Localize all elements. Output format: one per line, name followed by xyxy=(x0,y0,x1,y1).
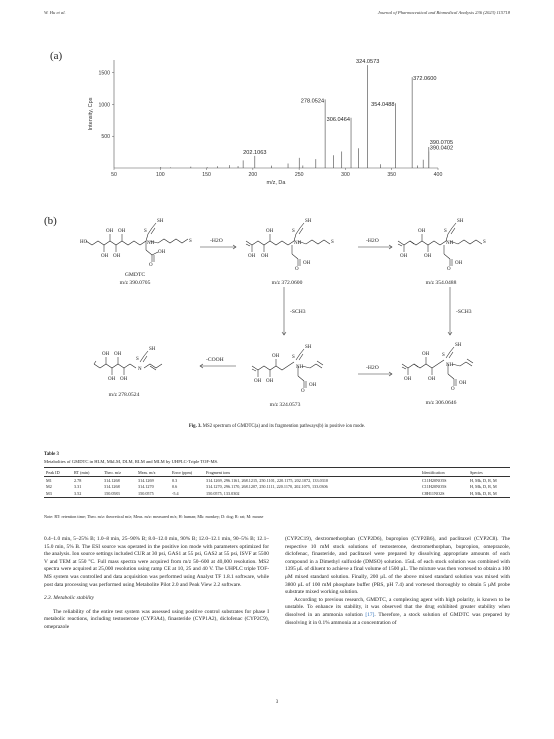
peak-label: 354.0488 xyxy=(371,102,395,109)
reagent-4: -SCH3 xyxy=(456,309,472,315)
panel-b-label: (b) xyxy=(44,215,57,227)
col-error: Error (ppm) xyxy=(170,468,204,477)
peak-label: 390.0402 xyxy=(429,145,454,152)
svg-text:NH: NH xyxy=(296,365,304,370)
metabolites-table xyxy=(44,467,510,498)
svg-text:OH: OH xyxy=(424,254,432,259)
paragraph: The reliability of the entire test system was assessed using positive control substrates for phase I metabolic reactions, including testosterone (CYP3A4), finasteride (CYP1A2), diclofenac (CYP2C9), omeprazole xyxy=(44,608,269,630)
table-row: M1 2.78 314.1268 314.1269 0.3 314.1269, 296.1161, 268.1215, 250.1101, 220.1175, 202.1072, 133.0310 C11H20NO5S H, Mk, D, R, M xyxy=(46,477,497,483)
svg-text:OH: OH xyxy=(108,377,116,382)
paragraph: 0.4–1.0 min, 5–25% B; 1.0–8 min, 25–90% B; 8.0–12.0 min, 90% B; 12.0–12.1 min, 90–5% B; 12.1–15.0 min, 5% B. The ESI source was operated in the positive ion mode with parameters optimized for the analysis. Ion source settings included CUR at 30 psi, GAS1 at 55 psi, GAS2 at 55 psi, ISVF at 5500 V and TEM at 550 °C. Full mass spectra were acquired from m/z 50–600 at 40,000 resolution. MS2 spectra were acquired at 25,000 resolution using ramp CE at 10, 25 and 40 V. The UHPLC triple TOF-MS system was controlled and data acquisition was performed using Analyst TF 1.8.1 software, while post data processing was performed using Metabolite Pilot 2.0 and Peak View 2.2 software. xyxy=(44,536,269,588)
svg-text:HO: HO xyxy=(80,240,88,245)
svg-text:OH: OH xyxy=(422,352,430,357)
svg-text:S: S xyxy=(292,229,295,234)
page-number: 3 xyxy=(275,700,279,705)
x-tick-label: 350 xyxy=(387,172,397,178)
x-tick-label: 250 xyxy=(294,172,304,178)
figure-caption: Fig. 3. MS2 spectrum of GMDTC(a) and its fragmention pathways(b) in positive ion mode. xyxy=(188,424,366,429)
x-tick-label: 200 xyxy=(248,172,258,178)
svg-text:O: O xyxy=(451,387,455,392)
svg-text:NH: NH xyxy=(147,241,155,246)
mz372-structure xyxy=(246,223,330,266)
svg-text:SH: SH xyxy=(305,219,312,224)
col-identification: Identification xyxy=(420,468,468,477)
peak-label: 372.0600 xyxy=(413,76,437,83)
svg-text:SH: SH xyxy=(305,345,312,350)
svg-text:OH: OH xyxy=(404,377,412,382)
svg-text:OH: OH xyxy=(101,254,109,259)
svg-text:OH: OH xyxy=(428,377,436,382)
svg-text:OH: OH xyxy=(248,254,256,259)
svg-text:S: S xyxy=(136,357,139,362)
svg-text:O: O xyxy=(149,263,153,268)
atom-labels xyxy=(80,219,486,394)
chart-axes xyxy=(98,60,442,178)
reagent-6: -H2O xyxy=(366,365,379,371)
section-heading: 2.3. Metabolic stability xyxy=(44,595,95,602)
svg-text:OH: OH xyxy=(309,383,317,388)
svg-text:S: S xyxy=(483,240,486,245)
compound-mz-354: m/z 354.0488 xyxy=(425,280,457,286)
peak-label: 202.1063 xyxy=(243,149,267,156)
compound-name-gmdtc: GMDTC xyxy=(124,272,146,278)
table-title: Table 3 xyxy=(44,452,59,457)
svg-text:OH: OH xyxy=(455,261,463,266)
svg-text:OH: OH xyxy=(303,261,311,266)
reaction-arrows xyxy=(200,245,452,376)
x-tick-label: 100 xyxy=(155,172,165,178)
panel-a-label: (a) xyxy=(50,50,63,62)
svg-text:NH: NH xyxy=(446,241,454,246)
peak-label: 278.0524 xyxy=(300,98,325,105)
x-tick-label: 150 xyxy=(202,172,211,178)
svg-text:OH: OH xyxy=(266,229,274,234)
svg-text:OH: OH xyxy=(418,229,426,234)
reagent-1: -H2O xyxy=(210,238,223,244)
svg-text:O: O xyxy=(295,267,299,272)
svg-text:SH: SH xyxy=(149,347,156,352)
svg-text:OH: OH xyxy=(118,229,126,234)
svg-text:OH: OH xyxy=(102,352,110,357)
svg-text:O: O xyxy=(301,389,305,394)
y-tick-label: 500 xyxy=(101,134,110,141)
x-tick-label: 300 xyxy=(341,172,350,178)
reagent-2: -H2O xyxy=(366,238,379,244)
svg-text:S: S xyxy=(189,239,192,244)
svg-text:S: S xyxy=(292,355,295,360)
svg-text:S: S xyxy=(444,229,447,234)
fragmentation-scheme xyxy=(0,205,554,420)
svg-text:S: S xyxy=(442,353,445,358)
y-tick-label: 1500 xyxy=(98,70,110,77)
svg-text:OH: OH xyxy=(254,379,262,384)
y-tick-label: 1000 xyxy=(98,102,110,109)
compound-mz-372: m/z 372.0600 xyxy=(271,280,303,286)
svg-text:OH: OH xyxy=(114,352,122,357)
svg-text:NH: NH xyxy=(446,363,454,368)
svg-text:N: N xyxy=(138,367,142,372)
svg-text:OH: OH xyxy=(261,254,269,259)
svg-text:S: S xyxy=(144,229,147,234)
y-axis-label: Intensity, Cps xyxy=(88,97,94,131)
paragraph: (CYP2C19), dextromethorphan (CYP2D6), bupropion (CYP2B6), and paclitaxel (CYP2C8). The respective 10 mM stock solutions of testosterone, dextromethorphan, bupropion, omeprazole, diclofenac, finasteride, and paclitaxel were prepared by dissolving appropriate amounts of each compound in a Dimethyl sulfoxide (DMSO) solution. 15uL of each stock solution was combined with 1395 μL of diluent to achieve a final volume of 1500 μL. The mixture was then vortexed to obtain a 100 μM mixed standard solution. Finally, 200 μL of the above mixed standard solution was mixed with 3800 μL of 100 mM phosphate buffer (PBS, pH 7.4) and vortexed thoroughly to obtain 5 μM probe substrate mixed working solution. xyxy=(285,536,510,596)
reagent-3: -SCH3 xyxy=(290,309,306,315)
running-header-journal: Journal of Pharmaceutical and Biomedical Analysis 236 (2023) 115718 xyxy=(377,10,510,15)
table-note: Note: RT: retention time; Theo. m/z: theoretical m/z; Meas. m/z: measured m/z; H: human; Mk: monkey; D: dog; R: rat; M: mouse xyxy=(44,514,264,519)
svg-text:OH: OH xyxy=(113,254,121,259)
compound-mz-278: m/z 278.0524 xyxy=(108,392,140,398)
peak-label: 390.0705 xyxy=(429,140,454,147)
svg-text:OH: OH xyxy=(158,250,166,255)
table-row: M2 3.31 314.1268 314.1270 0.6 314.1270, 296.1170, 268.1207, 250.1111, 220.1170, 202.1075, 133.0306 C11H20NO5S H, Mk, D, R, M xyxy=(46,484,497,490)
compound-mz-390: m/z 390.0705 xyxy=(119,280,151,286)
compound-mz-324: m/z 324.0573 xyxy=(269,402,301,408)
col-rt: RT (min) xyxy=(72,468,102,477)
svg-text:SH: SH xyxy=(455,343,462,348)
svg-text:OH: OH xyxy=(120,377,128,382)
svg-text:SH: SH xyxy=(157,219,164,224)
peak-label: 324.0573 xyxy=(356,59,380,66)
x-tick-label: 400 xyxy=(433,172,443,178)
svg-text:NH: NH xyxy=(294,241,302,246)
svg-text:OH: OH xyxy=(106,229,114,234)
chart-peaks xyxy=(161,65,429,168)
table-header-row xyxy=(44,468,510,477)
paragraph: According to previous research, GMDTC, a complexing agent with high polarity, is known to be unstable. To enhance its stability, it was observed that the drug exhibited greater stability when dissolved in an ammonia solution [17]. Therefore, a stock solution of GMDTC was prepared by dissolving it in 0.1% ammonia at a concentration of xyxy=(285,596,510,626)
x-axis-label: m/z, Da xyxy=(266,180,286,186)
reagent-labels xyxy=(206,238,472,371)
running-header-authors: W. Hu et al. xyxy=(44,10,66,15)
x-tick-label: 50 xyxy=(111,172,117,178)
col-fragment-ions: Fragment ions xyxy=(204,468,420,477)
col-species: Species xyxy=(468,468,510,477)
mz354-structure xyxy=(398,223,482,266)
citation-link[interactable]: [17] xyxy=(365,611,375,618)
svg-text:S: S xyxy=(331,240,334,245)
svg-text:OH: OH xyxy=(459,381,467,386)
svg-text:SH: SH xyxy=(457,219,464,224)
body-column-left xyxy=(44,536,269,632)
table-row: M3 3.52 150.0583 150.0575 -5.4 150.0575, 133.0302 C8H11NO2S H, Mk, D, R, M xyxy=(44,490,510,497)
table-subtitle: Metabolites of GMDTC in HLM, MkLM, DLM, RLM and MLM by UHPLC-Triple TOF-MS. xyxy=(44,459,219,464)
body-column-right xyxy=(285,536,510,627)
col-theo-mz: Theo. m/z xyxy=(102,468,136,477)
svg-text:OH: OH xyxy=(272,354,280,359)
svg-text:OH: OH xyxy=(400,254,408,259)
chart-peak-labels xyxy=(243,59,453,156)
svg-text:OH: OH xyxy=(266,379,274,384)
compound-mz-306: m/z 306.0646 xyxy=(425,400,457,406)
ms2-spectrum-chart xyxy=(0,0,554,210)
reagent-5: -COOH xyxy=(206,357,224,363)
col-peak-id: Peak ID xyxy=(44,468,72,477)
peak-label: 306.0464 xyxy=(326,116,351,123)
compound-labels xyxy=(109,272,457,408)
svg-text:O: O xyxy=(447,267,451,272)
col-meas-mz: Meas. m/z xyxy=(136,468,170,477)
